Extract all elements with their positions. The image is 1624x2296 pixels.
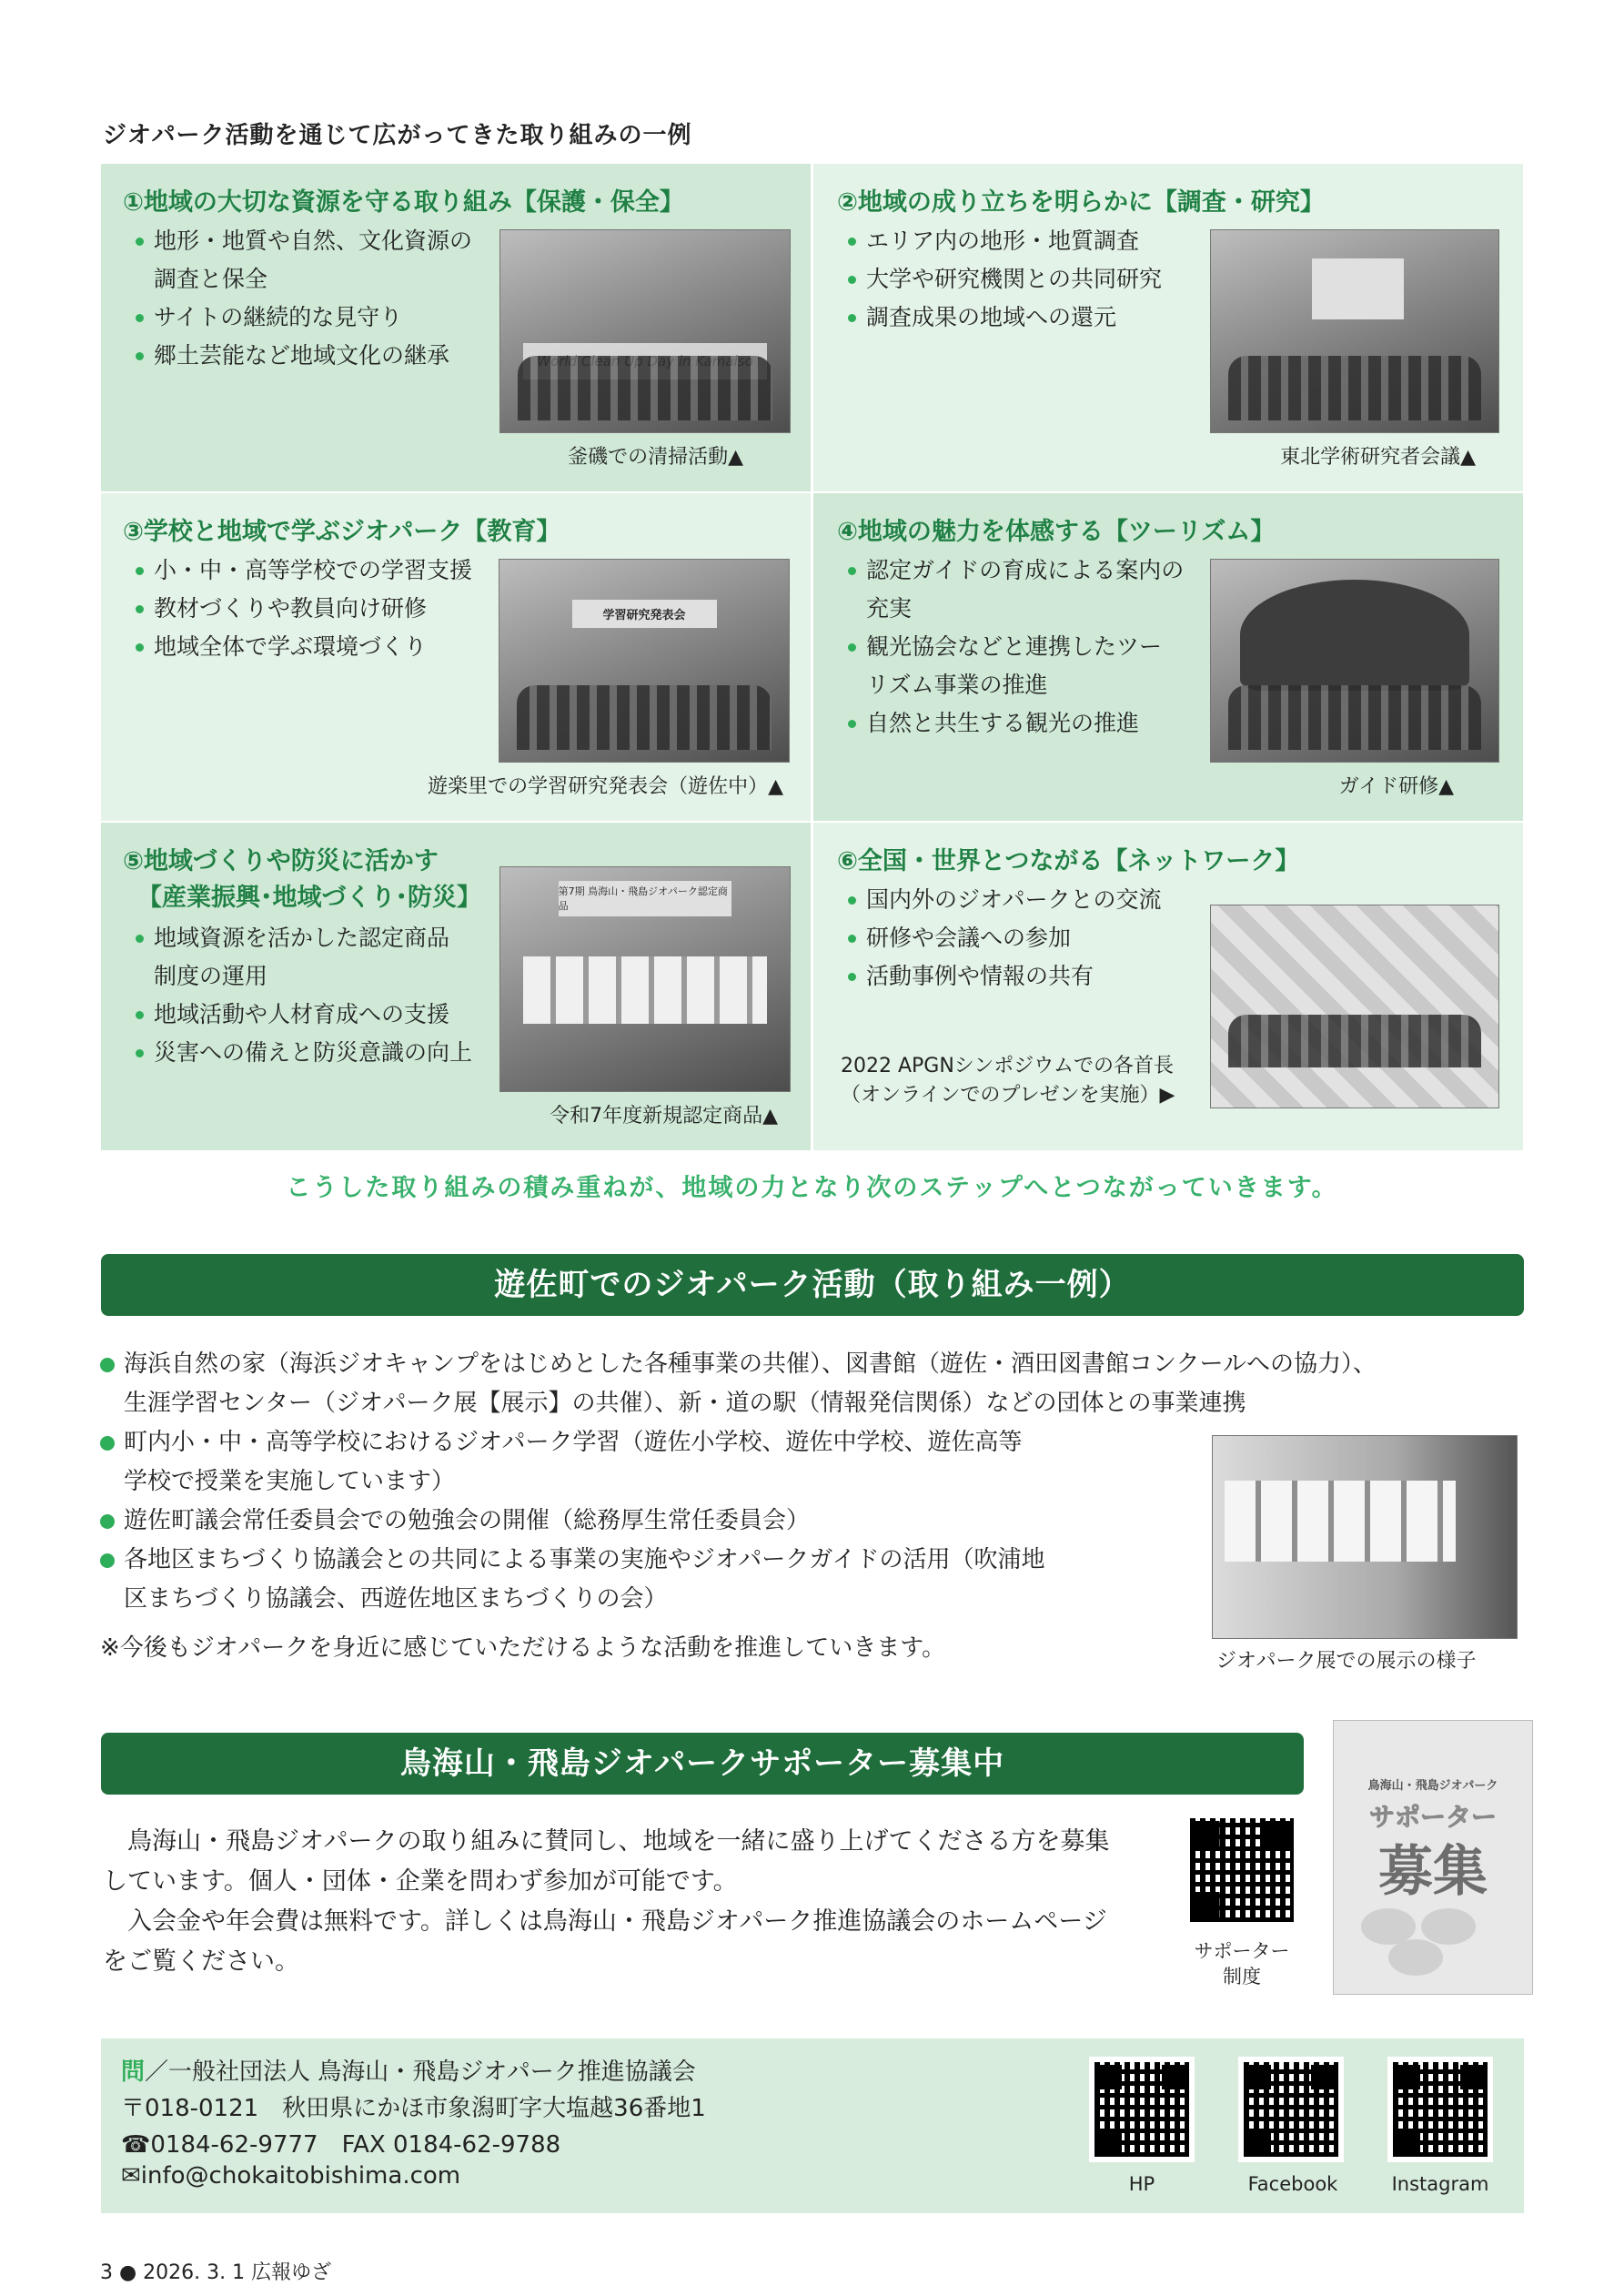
bullet-item: 郷土芸能など地域文化の継承	[132, 337, 472, 375]
activity-subtitle: 【産業振興･地域づくり･防災】	[137, 884, 481, 912]
contact-box	[101, 2038, 1524, 2213]
bullet-continuation: 充実	[866, 595, 913, 622]
qr-label-hp: HP	[1128, 2173, 1155, 2195]
photo-people	[517, 685, 772, 750]
conference-photo	[1210, 229, 1499, 433]
item-line: 海浜自然の家（海浜ジオキャンプをはじめとした各種事業の共催）、図書館（遊佐・酒田図書館コンクールへの協力）、	[124, 1350, 1377, 1378]
qr-label-facebook: Facebook	[1247, 2173, 1338, 2195]
item-line: 遊佐町議会常任委員会での勉強会の開催（総務厚生常任委員会）	[124, 1507, 811, 1534]
photo-caption: 遊楽里での学習研究発表会（遊佐中）▲	[428, 775, 783, 798]
photo-banner	[572, 600, 717, 628]
activity-title: ④地域の魅力を体感する【ツーリズム】	[837, 518, 1276, 546]
activity-title: ②地域の成り立ちを明らかに【調査・研究】	[837, 188, 1325, 217]
bullet-item: 地域活動や人材育成への支援	[132, 996, 472, 1034]
bullet-item: サイトの継続的な見守り	[132, 298, 472, 337]
contact-org	[121, 2053, 696, 2087]
org-name: ／一般社団法人 鳥海山・飛島ジオパーク推進協議会	[145, 2058, 696, 2086]
contact-address: 〒018-0121 秋田県にかほ市象潟町字大塩越36番地1	[121, 2095, 706, 2122]
page-heading: ジオパーク活動を通じて広がってきた取り組みの一例	[103, 122, 692, 149]
bullet-item: 大学や研究機関との共同研究	[844, 260, 1162, 298]
activity-title: ⑤地域づくりや防災に活かす	[123, 847, 439, 875]
poster-title-big: 募集	[1378, 1840, 1488, 1904]
qr-label-instagram: Instagram	[1391, 2173, 1489, 2195]
bullet-item: 自然と共生する観光の推進	[844, 704, 1184, 743]
activity-cell-5	[101, 823, 811, 1150]
paragraph: 鳥海山・飛島ジオパークの取り組みに賛同し、地域を一緒に盛り上げてくださる方を募集しています。個人・団体・企業を問わず参加が可能です。	[103, 1827, 1110, 1896]
hp-qr-code[interactable]	[1089, 2057, 1195, 2162]
qr-label-line: 制度	[1223, 1966, 1261, 1988]
summary-message: こうした取り組みの積み重ねが、地域の力となり次のステップへとつながっていきます。	[286, 1174, 1338, 1202]
activity-bullets	[132, 222, 472, 375]
presentation-photo	[499, 559, 790, 763]
bullet-continuation: リズム事業の推進	[866, 672, 1048, 698]
contact-email[interactable]: ✉info@chokaitobishima.com	[121, 2162, 461, 2190]
activity-title: ③学校と地域で学ぶジオパーク【教育】	[123, 518, 561, 546]
list-item	[100, 1502, 1197, 1541]
activities-grid	[101, 164, 1524, 1148]
item-line: 生涯学習センター（ジオパーク展【展示】の共催）、新・道の駅（情報発信関係）などの団体との事業連携	[124, 1390, 1246, 1417]
products-photo	[499, 866, 791, 1092]
activity-bullets	[844, 881, 1162, 996]
supporter-qr-code[interactable]	[1185, 1813, 1299, 1927]
supporter-description	[103, 1822, 1113, 1982]
list-item	[100, 1345, 1538, 1423]
activity-cell-1	[101, 164, 811, 491]
caption-line: （オンラインでのプレゼンを実施）▶	[841, 1084, 1175, 1107]
bullet-item: 小・中・高等学校での学習支援	[132, 551, 472, 590]
poster-circle	[1421, 1908, 1476, 1945]
item-line: 町内小・中・高等学校におけるジオパーク学習（遊佐小学校、遊佐中学校、遊佐高等	[124, 1429, 1023, 1456]
photo-hill	[1240, 580, 1470, 691]
photo-caption: ガイド研修▲	[1338, 775, 1454, 798]
activity-bullets	[132, 551, 472, 666]
activity-bullets	[132, 919, 472, 1072]
banner-text: 学習研究発表会	[602, 609, 686, 623]
symposium-photo	[1210, 905, 1499, 1108]
inquiry-mark: 問	[121, 2058, 146, 2086]
bullet-continuation: 制度の運用	[154, 963, 268, 989]
bullet-item: 活動事例や情報の共有	[844, 957, 1162, 996]
bullet-item: 調査成果の地域への還元	[844, 298, 1162, 337]
item-line: 各地区まちづくり協議会との共同による事業の実施やジオパークガイドの活用（吹浦地	[124, 1546, 1045, 1573]
bullet-item: 研修や会議への参加	[844, 919, 1162, 957]
activity-bullets	[844, 551, 1184, 743]
caption-line: 2022 APGNシンポジウムでの各首長	[841, 1055, 1175, 1077]
bullet-item: 地形・地質や自然、文化資源の	[132, 222, 472, 260]
activity-bullets	[844, 222, 1162, 337]
poster-circle	[1388, 1939, 1443, 1976]
activity-cell-4	[813, 493, 1523, 821]
bullet-item: エリア内の地形・地質調査	[844, 222, 1162, 260]
section-note: ※今後もジオパークを身近に感じていただけるような活動を推進していきます。	[100, 1634, 946, 1662]
poster-small-text: 鳥海山・飛島ジオパーク	[1367, 1779, 1498, 1793]
photo-people	[1228, 685, 1481, 750]
guide-training-photo	[1210, 559, 1499, 763]
bullet-item: 教材づくりや教員向け研修	[132, 590, 472, 628]
facebook-qr-code[interactable]	[1238, 2057, 1344, 2162]
activity-title: ⑥全国・世界とつながる【ネットワーク】	[837, 847, 1300, 875]
qr-label	[1174, 1938, 1310, 1989]
contact-phone: ☎0184-62-9777 FAX 0184-62-9788	[121, 2131, 561, 2159]
banner-text: 第7期 鳥海山・飛島ジオパーク認定商品	[558, 885, 728, 913]
bullet-item: 災害への備えと防災意識の向上	[132, 1034, 472, 1072]
photo-caption: 令和7年度新規認定商品▲	[550, 1105, 778, 1128]
item-line: 学校で授業を実施しています）	[124, 1468, 456, 1495]
photo-panels	[1225, 1481, 1456, 1562]
photo-caption	[841, 1052, 1175, 1110]
supporter-poster	[1333, 1720, 1533, 1995]
bullet-item: 認定ガイドの育成による案内の	[844, 551, 1184, 590]
activity-cell-2	[813, 164, 1523, 491]
bullet-item: 地域全体で学ぶ環境づくり	[132, 628, 472, 666]
activity-title: ①地域の大切な資源を守る取り組み【保護・保全】	[123, 188, 684, 217]
photo-people	[1228, 1015, 1481, 1067]
paragraph: 入会金や年会費は無料です。詳しくは鳥海山・飛島ジオパーク推進協議会のホームページをご覧ください。	[103, 1907, 1107, 1976]
activity-cell-3	[101, 493, 811, 821]
cleanup-photo	[499, 229, 791, 433]
activity-cell-6	[813, 823, 1523, 1150]
exhibition-caption: ジオパーク展での展示の様子	[1216, 1650, 1477, 1673]
section-heading-supporters: 鳥海山・飛島ジオパークサポーター募集中	[101, 1733, 1304, 1795]
page-footer: 3 ● 2026. 3. 1 広報ゆざ	[100, 2261, 332, 2284]
list-item	[100, 1541, 1197, 1619]
photo-screen	[1312, 258, 1404, 319]
photo-people	[1228, 356, 1481, 420]
photo-products	[523, 956, 766, 1024]
photo-banner	[559, 881, 732, 916]
photo-caption: 釜磯での清掃活動▲	[568, 446, 743, 469]
list-item	[100, 1423, 1197, 1502]
bullet-item: 地域資源を活かした認定商品	[132, 919, 472, 957]
photo-people	[518, 356, 772, 420]
bullet-item: 観光協会などと連携したツー	[844, 628, 1184, 666]
instagram-qr-code[interactable]	[1387, 2057, 1493, 2162]
poster-title: サポーター	[1368, 1802, 1497, 1832]
section-heading-activities: 遊佐町でのジオパーク活動（取り組み一例）	[101, 1254, 1524, 1316]
photo-caption: 東北学術研究者会議▲	[1280, 446, 1476, 469]
item-line: 区まちづくり協議会、西遊佐地区まちづくりの会）	[124, 1585, 668, 1613]
exhibition-photo	[1212, 1435, 1518, 1639]
bullet-item: 国内外のジオパークとの交流	[844, 881, 1162, 919]
qr-label-line: サポーター	[1194, 1940, 1290, 1962]
bullet-continuation: 調査と保全	[154, 266, 268, 292]
